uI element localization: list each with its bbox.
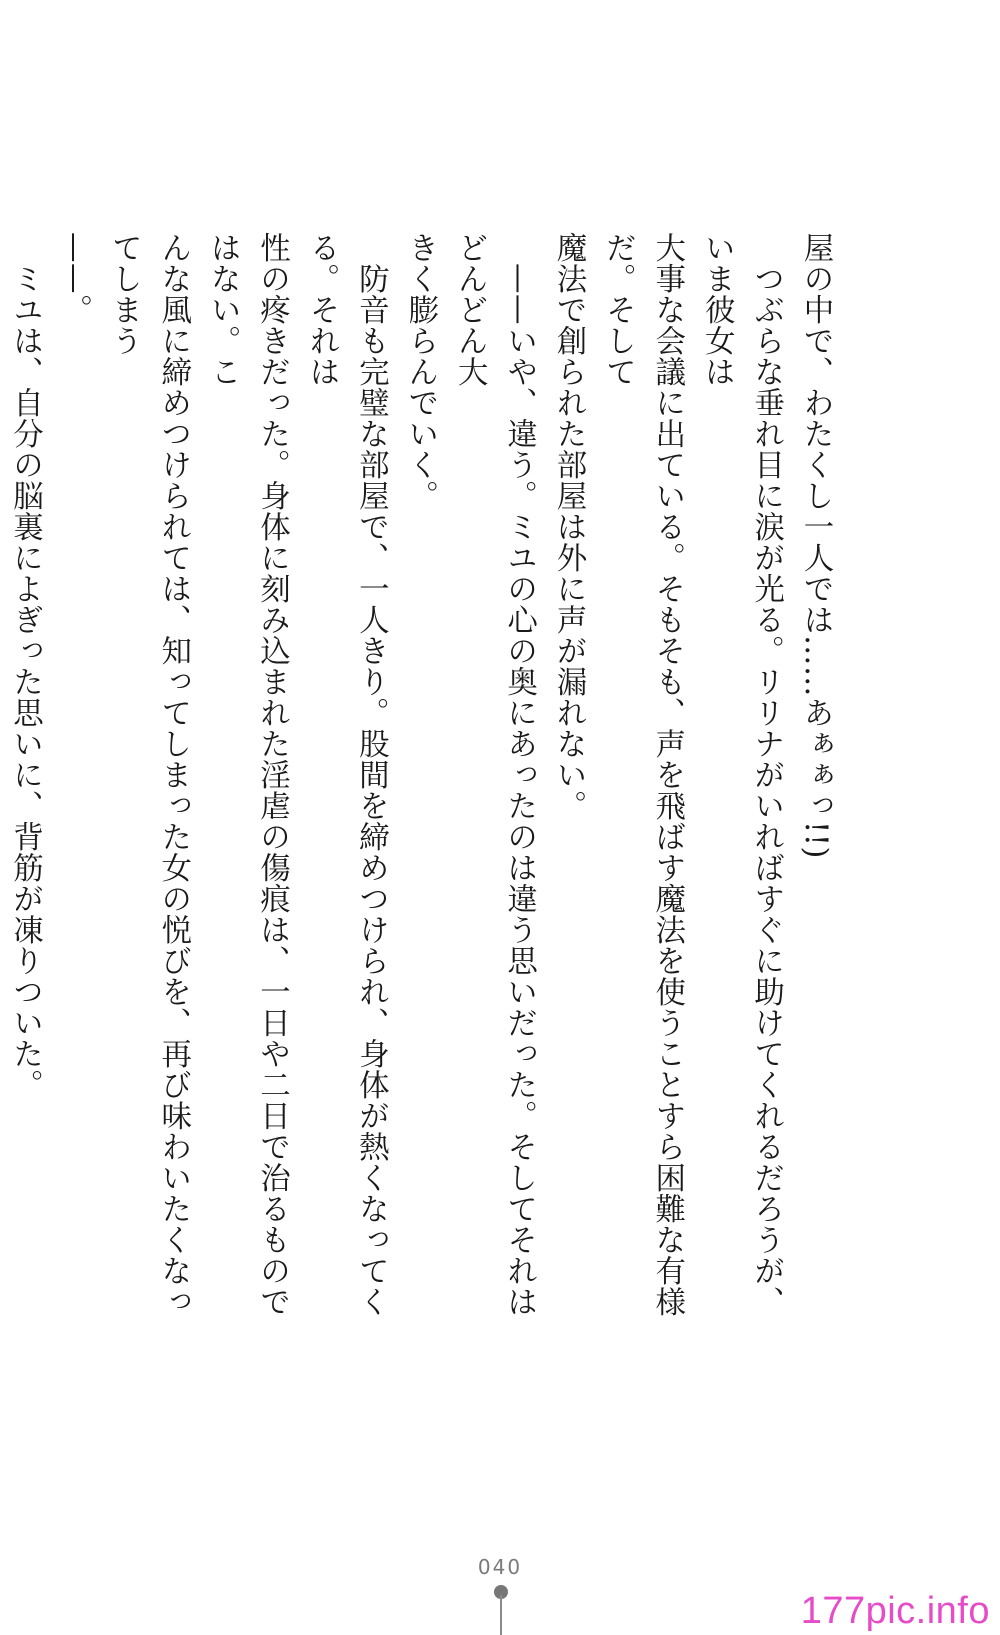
text-line: 性の疼きだった。身体に刻み込まれた淫虐の傷痕は、一日や二日で治るものではない。こ: [205, 232, 290, 1317]
text-line: 屋の中で、わたくし一人では……あぁぁっ!!): [798, 232, 833, 859]
vertical-text-body: [7, 232, 840, 1342]
watermark: 177pic.info: [800, 1590, 990, 1632]
page-marker-line: [500, 1595, 502, 1635]
text-line: きく膨らんでいく。: [402, 232, 438, 511]
text-line: ——いや、違う。ミユの心の奥にあったのは違う思いだった。そしてそれはどんどん大: [452, 232, 537, 1317]
text-line: 魔法で創られた部屋は外に声が漏れない。: [550, 232, 586, 821]
text-line: んな風に締めつけられては、知ってしまった女の悦びを、再び味わいたくなってしまう: [106, 232, 191, 1317]
text-line: ミユは、自分の脳裏によぎった思いに、背筋が凍りついた。: [7, 232, 43, 1100]
text-line: 大事な会議に出ている。そもそも、声を飛ばす魔法を使うことすら困難な有様だ。そして: [600, 232, 685, 1317]
text-line: 防音も完璧な部屋で、一人きり。股間を締めつけられ、身体が熱くなってくる。それは: [303, 232, 389, 1317]
text-line: つぶらな垂れ目に涙が光る。リリナがいればすぐに助けてくれるだろうが、いま彼女は: [699, 232, 784, 1317]
text-line: ——。: [56, 232, 92, 325]
page-number: 040: [477, 1555, 523, 1579]
page-marker-icon: [494, 1585, 508, 1635]
